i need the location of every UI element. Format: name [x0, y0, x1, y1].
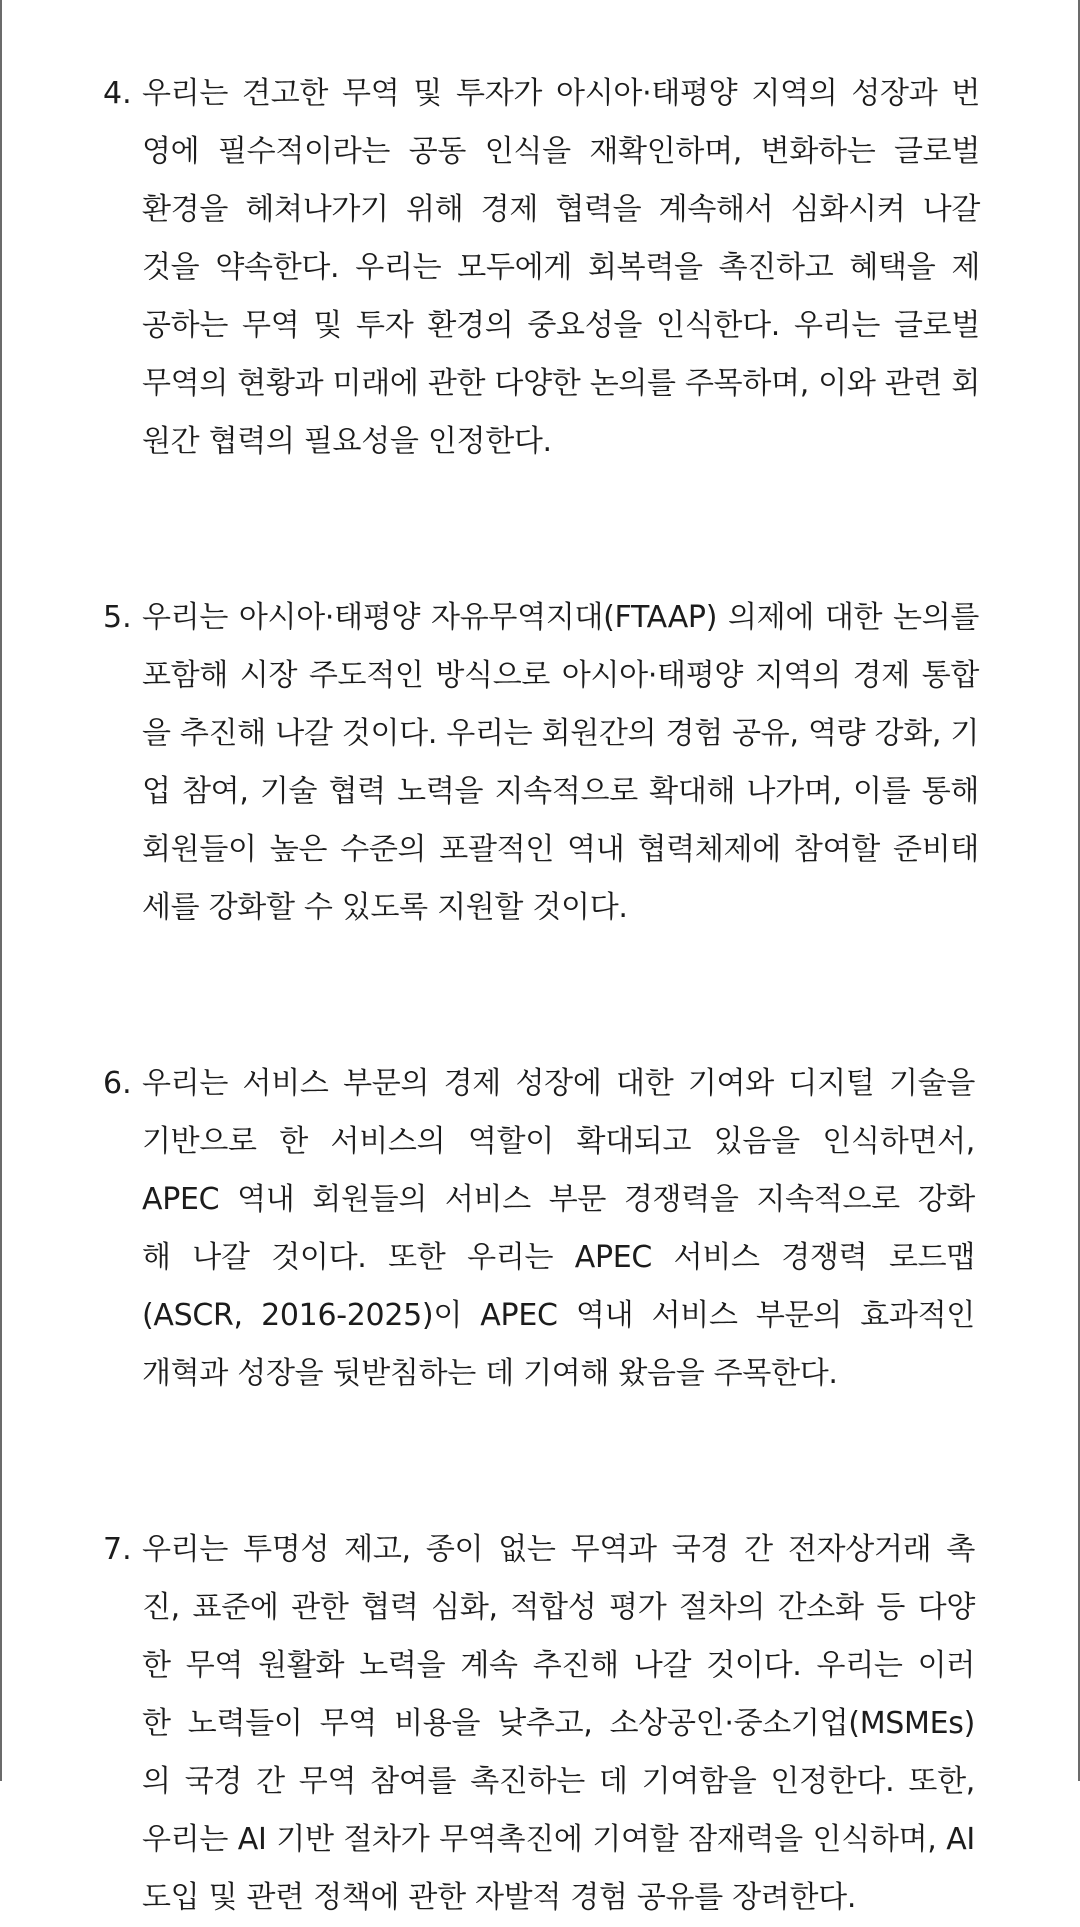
text-line: 회원들이 높은 수준의 포괄적인 역내 협력체제에 참여할 준비태 — [142, 832, 980, 867]
text-line: 공하는 무역 및 투자 환경의 중요성을 인식한다. 우리는 글로벌 — [142, 308, 981, 343]
text-line: 우리는 서비스 부문의 경제 성장에 대한 기여와 디지털 기술을 — [142, 1066, 975, 1101]
text-line: 원간 협력의 필요성을 인정한다. — [142, 424, 552, 459]
text-line: 도입 및 관련 정책에 관한 자발적 경험 공유를 장려한다. — [142, 1880, 857, 1915]
text-line: 우리는 AI 기반 절차가 무역촉진에 기여할 잠재력을 인식하며, AI — [142, 1822, 975, 1857]
text-line: 해 나갈 것이다. 또한 우리는 APEC 서비스 경쟁력 로드맵 — [142, 1240, 975, 1275]
text-line: 세를 강화할 수 있도록 지원할 것이다. — [142, 890, 628, 925]
text-line: 환경을 헤쳐나가기 위해 경제 협력을 계속해서 심화시켜 나갈 — [142, 192, 981, 227]
text-line: (ASCR, 2016-2025)이 APEC 역내 서비스 부문의 효과적인 — [142, 1298, 975, 1333]
text-line: 것을 약속한다. 우리는 모두에게 회복력을 촉진하고 혜택을 제 — [142, 250, 981, 285]
paragraph-text — [142, 1521, 975, 1927]
text-line: 개혁과 성장을 뒷받침하는 데 기여해 왔음을 주목한다. — [142, 1356, 838, 1391]
paragraph-number: 4. — [103, 76, 132, 111]
text-line: 진, 표준에 관한 협력 심화, 적합성 평가 절차의 간소화 등 다양 — [142, 1590, 975, 1625]
text-line: 기반으로 한 서비스의 역할이 확대되고 있음을 인식하면서, — [142, 1124, 975, 1159]
paragraph-number: 6. — [103, 1066, 132, 1101]
page-left-border — [0, 0, 2, 1781]
text-line: 영에 필수적이라는 공동 인식을 재확인하며, 변화하는 글로벌 — [142, 134, 981, 169]
document-body — [103, 65, 981, 1927]
paragraph-7 — [103, 1521, 975, 1927]
paragraph-number: 5. — [103, 600, 132, 635]
text-line: 우리는 아시아·태평양 자유무역지대(FTAAP) 의제에 대한 논의를 — [142, 600, 980, 635]
paragraph-5 — [103, 589, 980, 937]
text-line: APEC 역내 회원들의 서비스 부문 경쟁력을 지속적으로 강화 — [142, 1182, 975, 1217]
text-line: 한 무역 원활화 노력을 계속 추진해 나갈 것이다. 우리는 이러 — [142, 1648, 975, 1683]
paragraph-4 — [103, 65, 981, 471]
text-line: 의 국경 간 무역 참여를 촉진하는 데 기여함을 인정한다. 또한, — [142, 1764, 975, 1799]
text-line: 우리는 투명성 제고, 종이 없는 무역과 국경 간 전자상거래 촉 — [142, 1532, 975, 1567]
paragraph-number: 7. — [103, 1532, 132, 1567]
text-line: 무역의 현황과 미래에 관한 다양한 논의를 주목하며, 이와 관련 회 — [142, 366, 981, 401]
text-line: 을 추진해 나갈 것이다. 우리는 회원간의 경험 공유, 역량 강화, 기 — [142, 716, 980, 751]
paragraph-6 — [103, 1055, 975, 1403]
text-line: 포함해 시장 주도적인 방식으로 아시아·태평양 지역의 경제 통합 — [142, 658, 980, 693]
paragraph-text — [142, 589, 979, 937]
text-line: 업 참여, 기술 협력 노력을 지속적으로 확대해 나가며, 이를 통해 — [142, 774, 980, 809]
text-line: 한 노력들이 무역 비용을 낮추고, 소상공인·중소기업(MSMEs) — [142, 1706, 975, 1741]
text-line: 우리는 견고한 무역 및 투자가 아시아·태평양 지역의 성장과 번 — [142, 76, 981, 111]
paragraph-text — [142, 1055, 975, 1403]
paragraph-text — [142, 65, 980, 471]
